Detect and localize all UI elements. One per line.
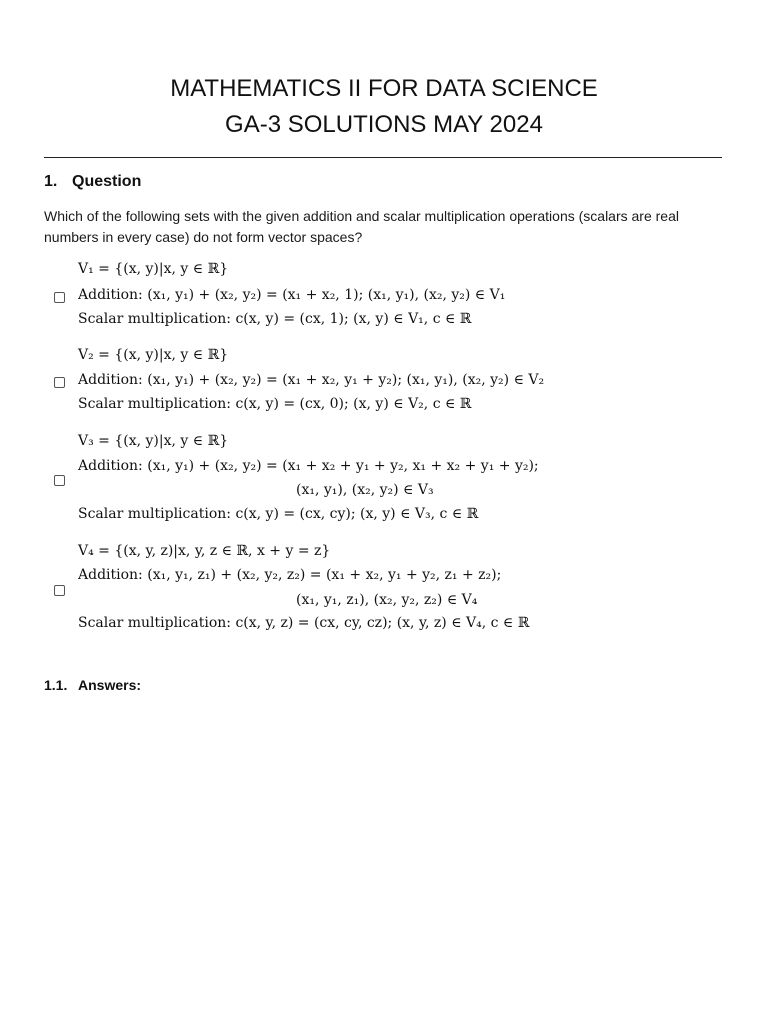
option-3-addition-cont: (x₁, y₁), (x₂, y₂) ∈ V₃ [296, 482, 434, 498]
page-title: MATHEMATICS II FOR DATA SCIENCE [170, 75, 598, 102]
option-4-scalar: Scalar multiplication: c(x, y, z) = (cx, cy, cz); (x, y, z) ∈ V₄, c ∈ ℝ [78, 615, 530, 631]
question-heading-label: Question [72, 173, 142, 190]
option-1-scalar: Scalar multiplication: c(x, y) = (cx, 1); (x, y) ∈ V₁, c ∈ ℝ [78, 311, 472, 327]
option-1-set: V₁ = {(x, y)|x, y ∈ ℝ} [78, 261, 229, 277]
option-1-addition: Addition: (x₁, y₁) + (x₂, y₂) = (x₁ + x₂, 1); (x₁, y₁), (x₂, y₂) ∈ V₁ [78, 287, 506, 303]
horizontal-rule [44, 157, 722, 158]
option-3-addition: Addition: (x₁, y₁) + (x₂, y₂) = (x₁ + x₂ + y₁ + y₂, x₁ + x₂ + y₁ + y₂); [78, 458, 539, 474]
option-1-checkbox[interactable] [54, 292, 65, 303]
option-3-checkbox[interactable] [54, 475, 65, 486]
question-text: Which of the following sets with the given addition and scalar multiplication operations (scalars are real numbers in every case) do not form vector spaces? [44, 208, 679, 245]
answers-heading [44, 677, 141, 693]
option-2-checkbox[interactable] [54, 377, 65, 388]
option-3-set: V₃ = {(x, y)|x, y ∈ ℝ} [78, 433, 229, 449]
option-4-checkbox[interactable] [54, 585, 65, 596]
option-4-addition-cont: (x₁, y₁, z₁), (x₂, y₂, z₂) ∈ V₄ [296, 592, 478, 608]
answers-number: 1.1. [44, 677, 68, 693]
option-2-scalar: Scalar multiplication: c(x, y) = (cx, 0); (x, y) ∈ V₂, c ∈ ℝ [78, 396, 472, 412]
option-3-scalar: Scalar multiplication: c(x, y) = (cx, cy); (x, y) ∈ V₃, c ∈ ℝ [78, 506, 479, 522]
question-number: 1. [44, 173, 58, 190]
answers-label: Answers: [78, 677, 142, 693]
question-heading [44, 173, 141, 191]
page-subtitle: GA-3 SOLUTIONS MAY 2024 [225, 111, 543, 138]
option-2-set: V₂ = {(x, y)|x, y ∈ ℝ} [78, 347, 229, 363]
option-2-addition: Addition: (x₁, y₁) + (x₂, y₂) = (x₁ + x₂, y₁ + y₂); (x₁, y₁), (x₂, y₂) ∈ V₂ [78, 372, 545, 388]
option-4-addition: Addition: (x₁, y₁, z₁) + (x₂, y₂, z₂) = (x₁ + x₂, y₁ + y₂, z₁ + z₂); [78, 567, 502, 583]
option-4-set: V₄ = {(x, y, z)|x, y, z ∈ ℝ, x + y = z} [78, 543, 331, 559]
